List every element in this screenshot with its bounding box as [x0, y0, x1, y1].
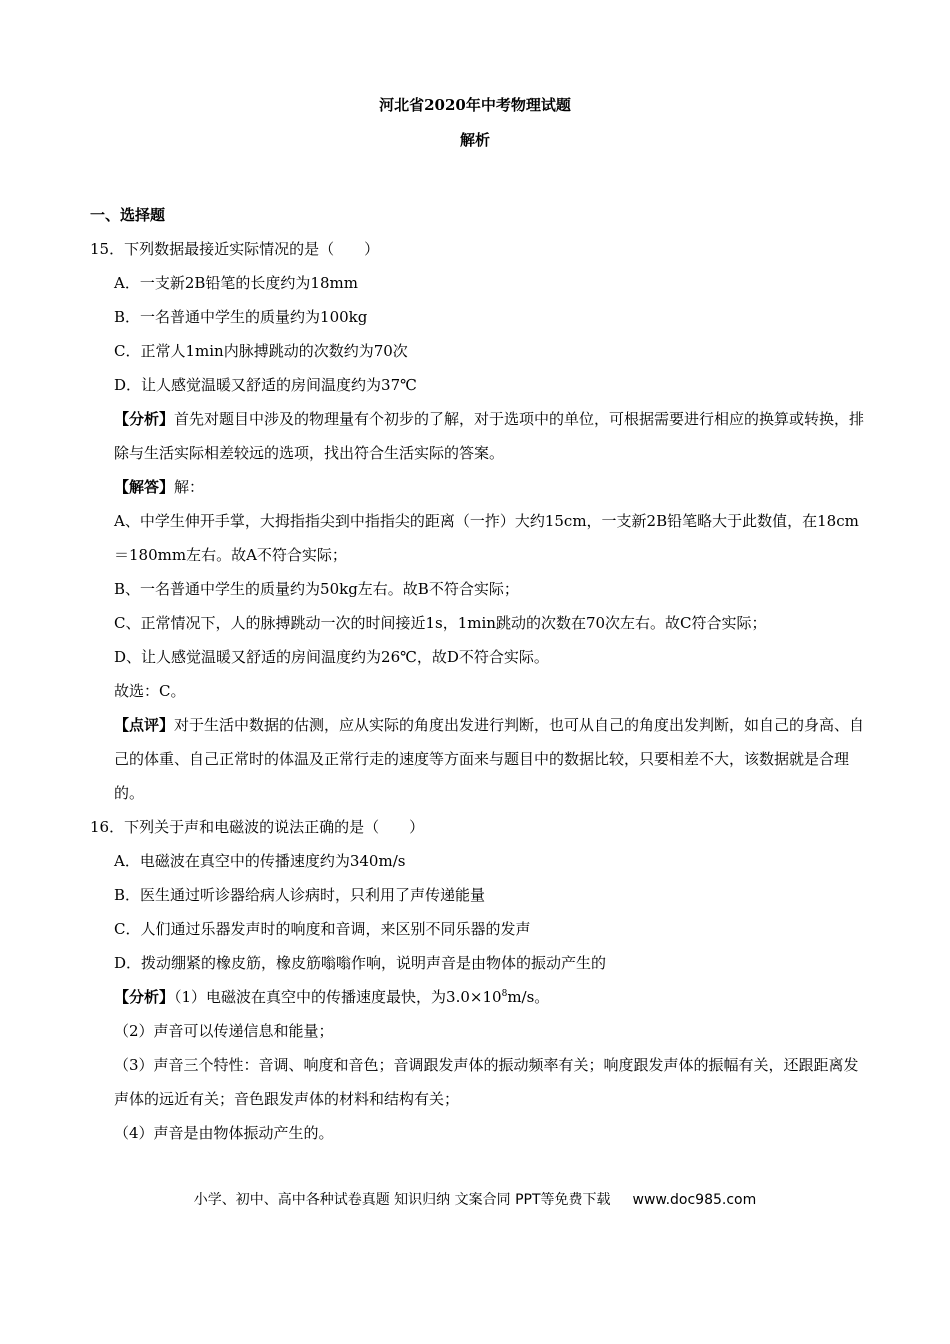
q15-option-c: C．正常人1min内脉搏跳动的次数约为70次	[114, 342, 408, 360]
q15-option-d: D．让人感觉温暖又舒适的房间温度约为37℃	[114, 376, 417, 394]
q16-analysis-4: （4）声音是由物体振动产生的。	[114, 1124, 334, 1142]
q15-analysis	[90, 402, 870, 470]
section-heading: 一、选择题	[90, 206, 166, 224]
q16-analysis-3: （3）声音三个特性：音调、响度和音色；音调跟发声体的振动频率有关；响度跟发声体的振幅有关，还跟距离发声体的远近有关；音色跟发声体的材料和结构有关；	[114, 1056, 859, 1108]
q16-option-c: C．人们通过乐器发声时的响度和音调，来区别不同乐器的发声	[114, 920, 531, 938]
q16-analysis-1-exponent: 8	[501, 989, 508, 999]
footer-text: 小学、初中、高中各种试卷真题 知识归纳 文案合同 PPT等免费下载	[193, 1192, 611, 1208]
q16-stem: 16．下列关于声和电磁波的说法正确的是（ ）	[90, 818, 425, 836]
q15-choice: 故选：C。	[114, 682, 186, 700]
page-footer	[0, 1190, 950, 1210]
q15-comment-tag: 【点评】	[114, 716, 175, 734]
q15-comment-text: 对于生活中数据的估测，应从实际的角度出发进行判断，也可从自己的角度出发判断，如自己的身高、自己的体重、自己正常时的体温及正常行走的速度等方面来与题目中的数据比较，只要相差不大，该数据就是合理的。	[114, 716, 865, 802]
q15-answer-lead: 解：	[174, 478, 205, 496]
q15-answer-d: D、让人感觉温暖又舒适的房间温度约为26℃，故D不符合实际。	[114, 648, 549, 666]
q15-answer-c: C、正常情况下，人的脉搏跳动一次的时间接近1s，1min跳动的次数在70次左右。故C符合实际；	[114, 614, 767, 632]
q16-option-a: A．电磁波在真空中的传播速度约为340m/s	[114, 852, 406, 870]
q16-analysis-1	[90, 980, 870, 1014]
q15-comment	[90, 708, 870, 810]
q15-analysis-text: 首先对题目中涉及的物理量有个初步的了解，对于选项中的单位，可根据需要进行相应的换算或转换，排除与生活实际相差较远的选项，找出符合生活实际的答案。	[114, 410, 865, 462]
document-title: 河北省2020年中考物理试题	[379, 96, 571, 114]
q15-answer-a: A、中学生伸开手掌，大拇指指尖到中指指尖的距离（一拃）大约15cm，一支新2B铅笔略大于此数值，在18cm＝180mm左右。故A不符合实际；	[114, 512, 859, 564]
q15-answer-head	[90, 470, 870, 504]
q15-analysis-tag: 【分析】	[114, 410, 175, 428]
q16-option-d: D．拨动绷紧的橡皮筋，橡皮筋嗡嗡作响，说明声音是由物体的振动产生的	[114, 954, 607, 972]
q15-option-b: B．一名普通中学生的质量约为100kg	[114, 308, 368, 326]
document-body	[90, 198, 870, 1150]
q16-analysis-2: （2）声音可以传递信息和能量；	[114, 1022, 334, 1040]
q15-option-a: A．一支新2B铅笔的长度约为18mm	[114, 274, 358, 292]
q15-stem: 15．下列数据最接近实际情况的是（ ）	[90, 240, 380, 258]
q16-analysis-tag: 【分析】	[114, 988, 175, 1006]
q16-analysis-1-pre: （1）电磁波在真空中的传播速度最快，为3.0×10	[174, 988, 502, 1006]
document-subtitle: 解析	[459, 131, 490, 149]
footer-url: www.doc985.com	[632, 1192, 757, 1208]
q15-answer-tag: 【解答】	[114, 478, 175, 496]
q16-analysis-1-post: m/s。	[507, 988, 550, 1006]
q15-answer-b: B、一名普通中学生的质量约为50kg左右。故B不符合实际；	[114, 580, 519, 598]
q16-option-b: B．医生通过听诊器给病人诊病时，只利用了声传递能量	[114, 886, 486, 904]
